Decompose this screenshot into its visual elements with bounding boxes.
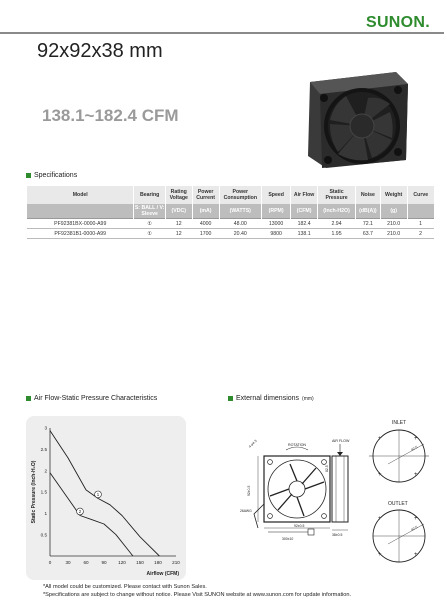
column-header: Model <box>27 186 134 204</box>
table-cell: 4000 <box>192 219 219 229</box>
column-header: Weight <box>380 186 407 204</box>
depth-dimension-label: 38±0.5 <box>332 533 343 537</box>
table-cell: 12 <box>165 219 192 229</box>
column-unit <box>407 204 434 219</box>
table-cell: 210.0 <box>380 219 407 229</box>
bullet-square-icon <box>228 396 233 401</box>
x-axis-label: Airflow (CFM) <box>146 571 179 577</box>
table-cell: PF92381BX-0000-A99 <box>27 219 134 229</box>
series-2-label: 2 <box>78 509 82 515</box>
wire-gauge-label: 26AWG <box>240 509 252 513</box>
column-unit: (RPM) <box>262 204 291 219</box>
specifications-table <box>26 186 434 239</box>
table-cell: ① <box>134 219 165 229</box>
column-header: Noise <box>356 186 381 204</box>
svg-text:+: + <box>414 472 418 478</box>
column-unit: (WATTS) <box>219 204 262 219</box>
svg-text:+: + <box>378 436 382 442</box>
table-units-row <box>27 204 435 219</box>
column-header: Curve <box>407 186 434 204</box>
bullet-square-icon <box>26 396 31 401</box>
table-row <box>27 219 435 229</box>
table-cell: 1 <box>407 219 434 229</box>
table-cell: 1700 <box>192 229 219 239</box>
width-dimension-label: 92±0.5 <box>294 524 305 528</box>
y-tick-label: 2 <box>44 468 47 474</box>
footnotes <box>43 583 351 599</box>
x-tick-label: 150 <box>136 560 144 565</box>
x-tick-label: 0 <box>48 560 52 565</box>
column-unit: (dB(A)) <box>356 204 381 219</box>
hole-dimension-label: 4-ø4.3 <box>247 438 258 449</box>
series-1-label: 1 <box>96 492 100 498</box>
external-dimensions-drawing <box>228 404 440 569</box>
column-header: Power Current <box>192 186 219 204</box>
airflow-heading: Air Flow-Static Pressure Characteristics <box>26 395 157 402</box>
y-tick-label: 3 <box>44 425 47 431</box>
table-cell: 13000 <box>262 219 291 229</box>
column-unit: (VDC) <box>165 204 192 219</box>
lead-length-label: 300±10 <box>282 537 294 541</box>
column-unit: (CFM) <box>291 204 318 219</box>
outlet-label: OUTLET <box>388 501 408 507</box>
column-unit: (Inch-H2O) <box>318 204 356 219</box>
pitch-dimension-label: 82.5 <box>325 465 329 472</box>
table-cell: 63.7 <box>356 229 381 239</box>
svg-text:+: + <box>414 516 418 522</box>
svg-text:+: + <box>378 552 382 558</box>
rotation-label: ROTATION <box>288 443 307 447</box>
y-axis-label: Static Pressure (Inch-H₂O) <box>31 460 37 524</box>
footnote-specifications: *Specifications are subject to change without notice. Please Visit SUNON website at www.sunon.com for update information. <box>43 592 352 598</box>
table-cell: 12 <box>165 229 192 239</box>
column-unit: S: BALL / V: Sleeve <box>134 205 165 217</box>
table-cell: 20.40 <box>219 229 262 239</box>
table-row <box>27 229 435 239</box>
brand-logo: SUNON. <box>365 14 430 31</box>
table-cell: 72.1 <box>356 219 381 229</box>
y-tick-label: 0.5 <box>40 532 47 538</box>
table-cell: PF92381B1-0000-A99 <box>27 229 134 239</box>
table-cell: 182.4 <box>291 219 318 229</box>
airflow-range: 138.1~182.4 CFM <box>42 106 179 125</box>
column-unit <box>27 204 134 219</box>
page-title: 92x92x38 mm <box>37 40 163 62</box>
table-cell: 138.1 <box>291 229 318 239</box>
x-tick-label: 210 <box>172 560 180 565</box>
y-tick-label: 1 <box>44 510 47 516</box>
fan-product-image <box>298 64 412 174</box>
table-cell: ① <box>134 229 165 239</box>
x-tick-label: 120 <box>118 560 126 565</box>
specifications-heading: Specifications <box>26 172 77 179</box>
y-tick-label: 1.5 <box>40 489 47 495</box>
table-cell: 210.0 <box>380 229 407 239</box>
column-header: Static Pressure <box>318 186 356 204</box>
airflow-chart <box>26 416 186 580</box>
svg-text:+: + <box>414 552 418 558</box>
table-cell: 2.94 <box>318 219 356 229</box>
header-rule <box>0 32 444 34</box>
x-tick-label: 60 <box>83 560 89 565</box>
x-tick-label: 180 <box>154 560 162 565</box>
column-unit: (mA) <box>192 204 219 219</box>
table-cell: 2 <box>407 229 434 239</box>
table-cell: 1.95 <box>318 229 356 239</box>
inlet-pitch-label: 82.5 <box>410 445 419 452</box>
bullet-square-icon <box>26 173 31 178</box>
table-header-row <box>27 186 435 204</box>
y-tick-label: 2.5 <box>40 446 47 452</box>
air-flow-label: AIR FLOW <box>332 439 350 443</box>
height-dimension-label: 92±0.5 <box>247 485 251 496</box>
svg-text:+: + <box>378 516 382 522</box>
x-tick-label: 30 <box>65 560 71 565</box>
series-1-line <box>50 431 159 556</box>
external-dimensions-heading: External dimensions (mm) <box>228 395 314 402</box>
column-header: Speed <box>262 186 291 204</box>
column-header: Rating Voltage <box>165 186 192 204</box>
column-header: Air Flow <box>291 186 318 204</box>
footnote-customization: *All model could be customized. Please contact with Sunon Sales. <box>43 584 207 590</box>
column-header: Bearing <box>134 186 165 204</box>
outlet-pitch-label: 82.5 <box>410 525 419 532</box>
table-cell: 48.00 <box>219 219 262 229</box>
inlet-label: INLET <box>392 420 407 426</box>
column-unit: (g) <box>380 204 407 219</box>
x-tick-label: 90 <box>101 560 107 565</box>
svg-text:+: + <box>378 472 382 478</box>
table-cell: 9800 <box>262 229 291 239</box>
svg-text:+: + <box>414 436 418 442</box>
column-header: Power Consumption <box>219 186 262 204</box>
